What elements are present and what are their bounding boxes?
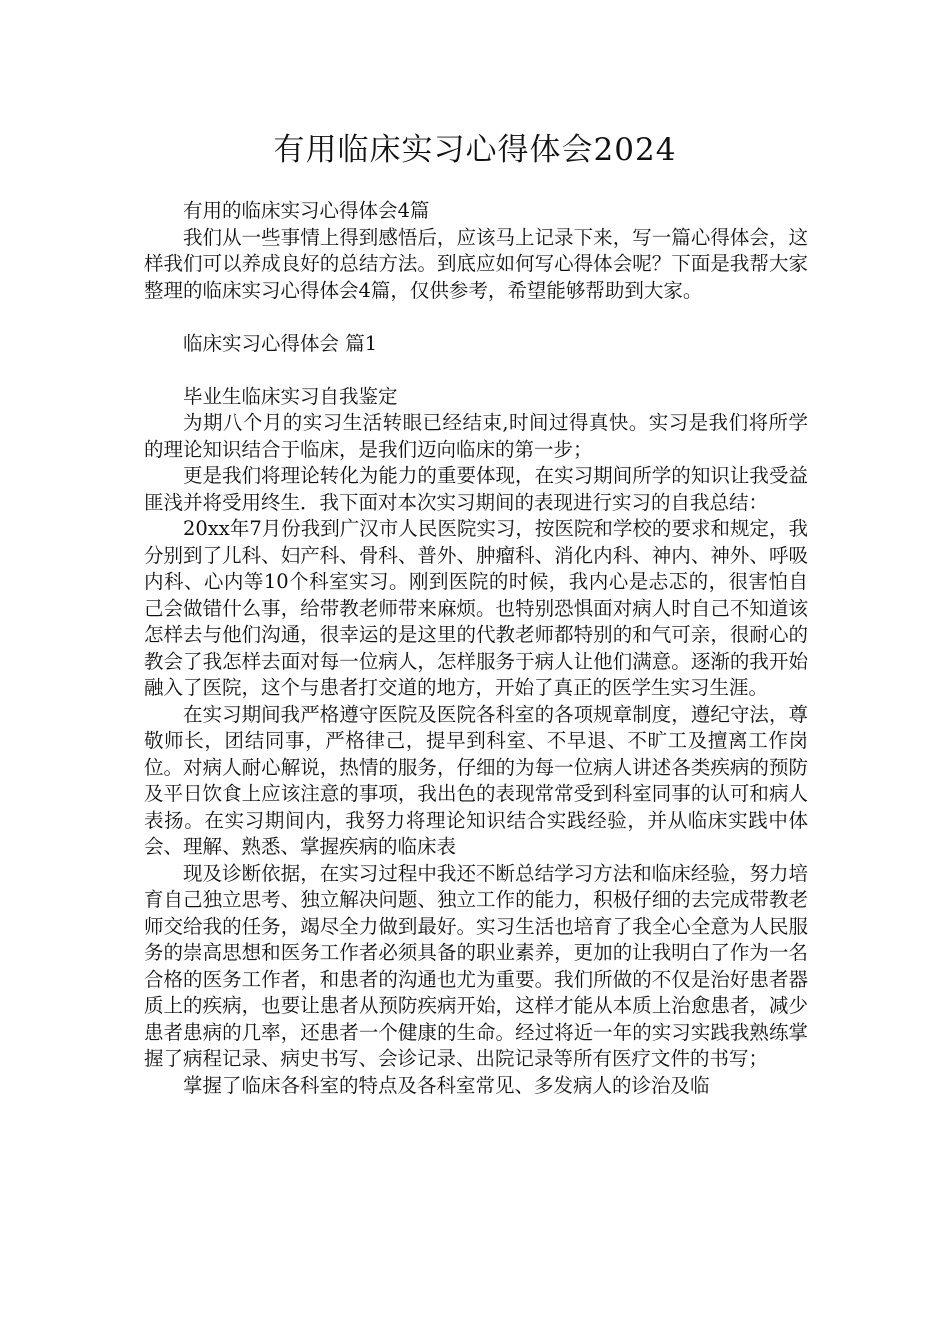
document-subtitle: 有用的临床实习心得体会4篇 [183, 199, 430, 222]
section-heading: 临床实习心得体会 篇1 [183, 331, 378, 355]
intro-paragraph: 我们从一些事情上得到感悟后，应该马上记录下来，写一篇心得体会，这样我们可以养成良好的总结方法。到底应如何写心得体会呢？下面是我帮大家整理的临床实习心得体会4篇，仅供参考，希望能够帮助到大家。 [144, 225, 808, 302]
body-paragraph: 20xx年7月份我到广汉市人民医院实习，按医院和学校的要求和规定，我分别到了儿科、妇产科、骨科、普外、肿瘤科、消化内科、神内、神外、呼吸内科、心内等10个科室实习。刚到医院的时候，我内心是忐忑的，很害怕自己会做错什么事，给带教老师带来麻烦。也特别恐惧面对病人时自己不知道该怎样去与他们沟通，很幸运的是这里的代教老师都特别的和气可亲，很耐心的教会了我怎样去面对每一位病人，怎样服务于病人让他们满意。逐渐的我开始融入了医院，这个与患者打交道的地方，开始了真正的医学生实习生涯。 [144, 517, 808, 699]
document-body [144, 198, 808, 1099]
spacer [144, 357, 808, 384]
body-paragraph: 掌握了临床各科室的特点及各科室常见、多发病人的诊治及临 [183, 1073, 710, 1097]
essay-title: 毕业生临床实习自我鉴定 [183, 384, 398, 408]
body-paragraph: 在实习期间我严格遵守医院及医院各科室的各项规章制度，遵纪守法，尊敬师长，团结同事，严格律己，提早到科室、不早退、不旷工及擅离工作岗位。对病人耐心解说，热情的服务，仔细的为每一位病人讲述各类疾病的预防及平日饮食上应该注意的事项，我出色的表现常常受到科室同事的认可和病人表扬。在实习期间内，我努力将理论知识结合实践经验，并从临床实践中体会、理解、熟悉、掌握疾病的临床表 [144, 702, 808, 858]
body-paragraph: 更是我们将理论转化为能力的重要体现，在实习期间所学的知识让我受益匪浅并将受用终生．我下面对本次实习期间的表现进行实习的自我总结： [144, 464, 808, 514]
body-paragraph: 为期八个月的实习生活转眼已经结束,时间过得真快。实习是我们将所学的理论知识结合于临床，是我们迈向临床的第一步； [144, 411, 808, 461]
spacer [144, 304, 808, 331]
document-title: 有用临床实习心得体会2024 [273, 132, 677, 168]
body-paragraph: 现及诊断依据，在实习过程中我还不断总结学习方法和临床经验，努力培育自己独立思考、独立解决问题、独立工作的能力，积极仔细的去完成带教老师交给我的任务，竭尽全力做到最好。实习生活也培育了我全心全意为人民服务的崇高思想和医务工作者必须具备的职业素养，更加的让我明白了作为一名合格的医务工作者，和患者的沟通也尤为重要。我们所做的不仅是治好患者器质上的疾病，也要让患者从预防疾病开始，这样才能从本质上治愈患者，减少患者患病的几率，还患者一个健康的生命。经过将近一年的实习实践我熟练掌握了病程记录、病史书写、会诊记录、出院记录等所有医疗文件的书写； [144, 861, 808, 1070]
